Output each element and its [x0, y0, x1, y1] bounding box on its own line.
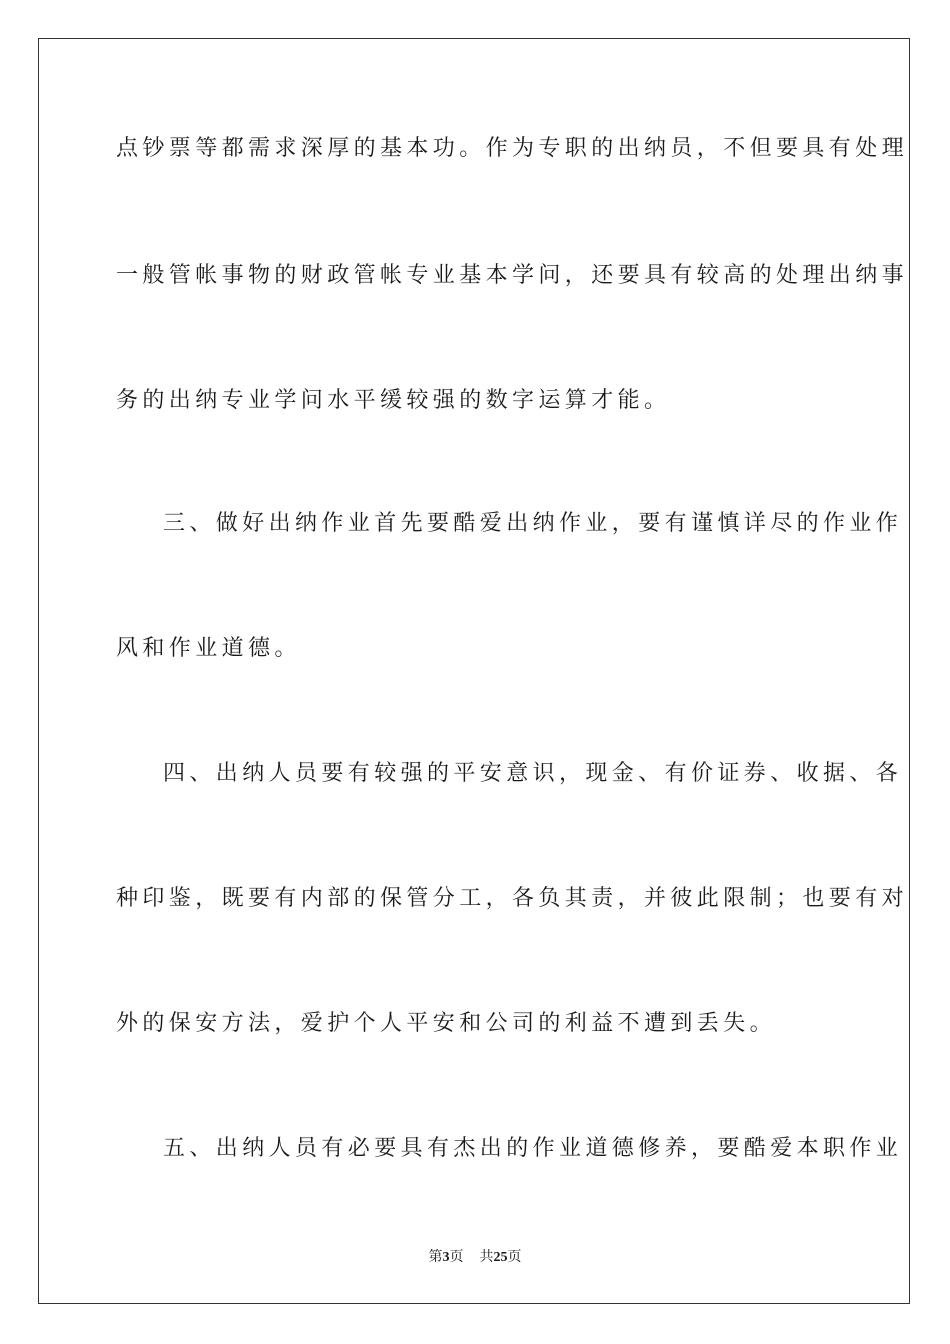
body-text-line: 外的保安方法，爱护个人平安和公司的利益不遭到丢失。 — [116, 1011, 777, 1036]
body-text-line: 种印鉴，既要有内部的保管分工，各负其责，并彼此限制；也要有对 — [116, 886, 909, 911]
page-footer — [0, 1247, 950, 1268]
paragraph-five-start: 五、出纳人员有必要具有杰出的作业道德修养，要酷爱本职作业 — [163, 1136, 903, 1161]
paragraph-three-start: 三、做好出纳作业首先要酷爱出纳作业，要有谨慎详尽的作业作 — [163, 511, 903, 536]
total-pages: 25 — [493, 1250, 508, 1265]
body-text-line: 风和作业道德。 — [116, 636, 301, 661]
total-prefix: 共 — [479, 1249, 494, 1265]
paragraph-four-start: 四、出纳人员要有较强的平安意识，现金、有价证券、收据、各 — [163, 761, 903, 786]
page-suffix: 页 — [449, 1249, 464, 1265]
page-border — [38, 38, 910, 1304]
page-number: 3 — [442, 1250, 450, 1265]
total-suffix: 页 — [507, 1249, 522, 1265]
body-text-line: 一般管帐事物的财政管帐专业基本学问，还要具有较高的处理出纳事 — [116, 263, 909, 288]
body-text-line: 点钞票等都需求深厚的基本功。作为专职的出纳员，不但要具有处理 — [116, 136, 909, 161]
page-prefix: 第 — [428, 1249, 443, 1265]
body-text-line: 务的出纳专业学问水平缓较强的数字运算才能。 — [116, 388, 671, 413]
